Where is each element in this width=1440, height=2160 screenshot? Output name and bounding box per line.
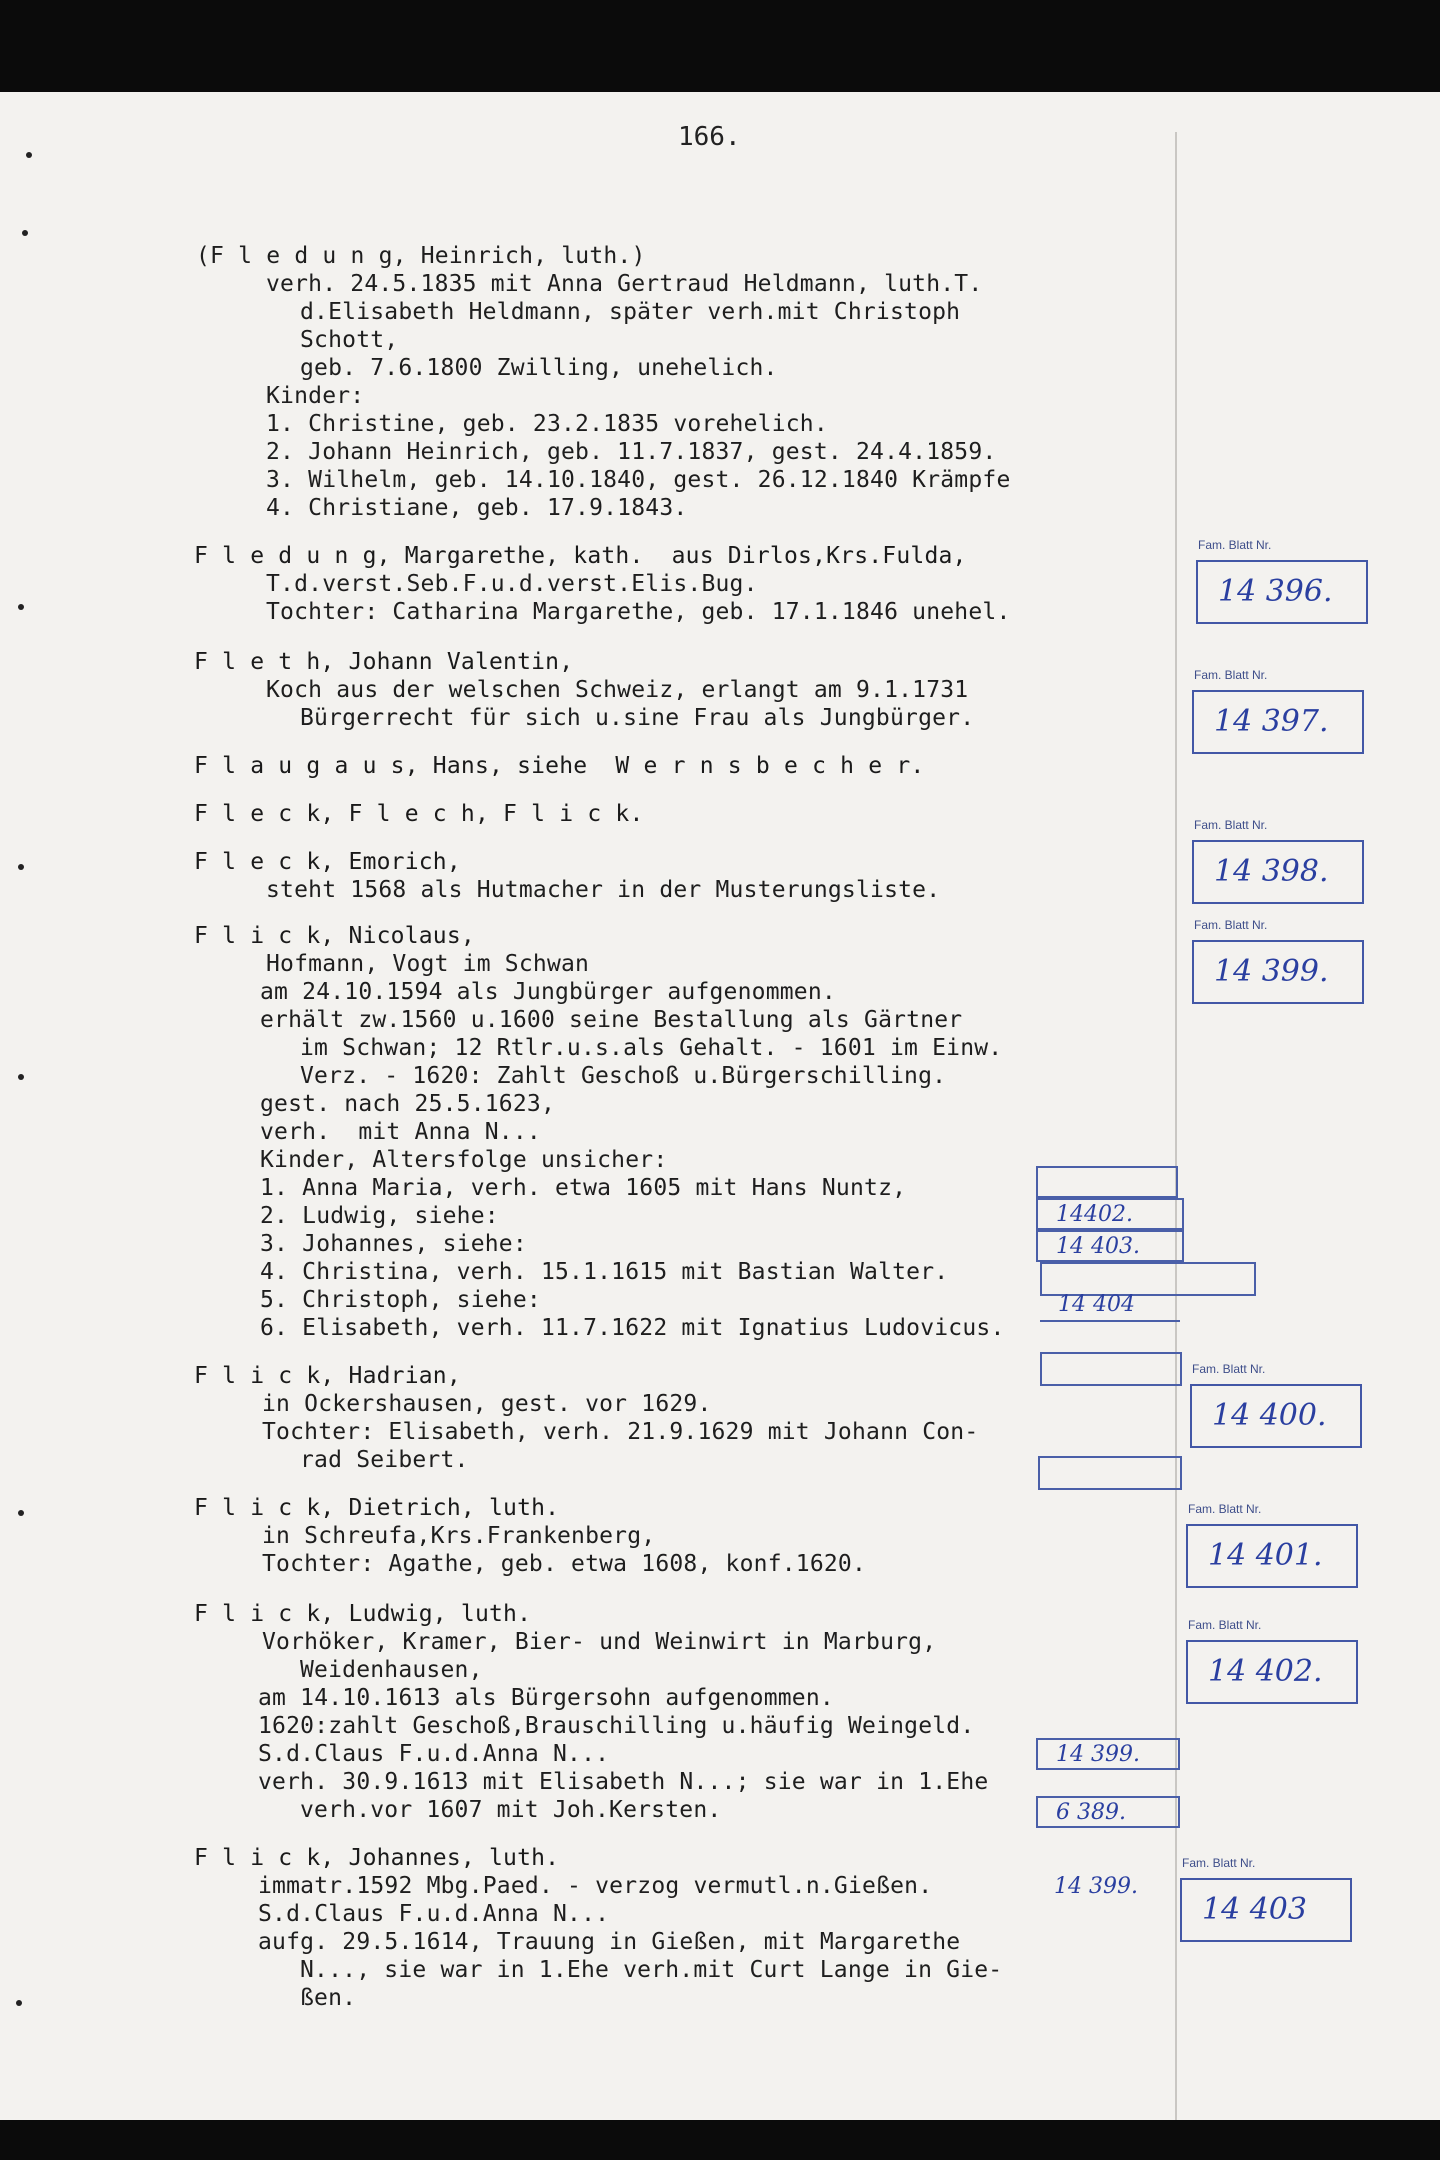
- entry-line: am 14.10.1613 als Bürgersohn aufgenommen.: [258, 1685, 834, 1711]
- hole-punch-mark: [18, 1074, 24, 1080]
- entry-line: im Schwan; 12 Rtlr.u.s.als Gehalt. - 1601 im Einw.: [300, 1035, 1003, 1061]
- entry-line: Bürgerrecht für sich u.sine Frau als Jungbürger.: [300, 705, 975, 731]
- entry-line: am 24.10.1594 als Jungbürger aufgenommen.: [260, 979, 836, 1005]
- hole-punch-mark: [16, 2000, 22, 2006]
- entry-heading: F l i c k, Johannes, luth.: [194, 1845, 560, 1871]
- hole-punch-mark: [18, 1510, 24, 1516]
- entry-line: Kinder:: [266, 383, 365, 409]
- hole-punch-mark: [22, 230, 28, 236]
- entry-line: 5. Christoph, siehe:: [260, 1287, 541, 1313]
- entry-line: 1620:zahlt Geschoß,Brauschilling u.häufig Weingeld.: [258, 1713, 975, 1739]
- entry-line: in Schreufa,Krs.Frankenberg,: [262, 1523, 656, 1549]
- inline-reference-box: 14 404: [1040, 1290, 1180, 1322]
- entry-line: N..., sie war in 1.Ehe verh.mit Curt Lange in Gie-: [300, 1957, 1003, 1983]
- entry-line: Kinder, Altersfolge unsicher:: [260, 1147, 668, 1173]
- entry-heading: F l i c k, Nicolaus,: [194, 923, 475, 949]
- entry-heading: F l i c k, Ludwig, luth.: [194, 1601, 532, 1627]
- inline-reference-box: 14 403.: [1036, 1230, 1184, 1262]
- entry-line: rad Seibert.: [300, 1447, 469, 1473]
- entry-heading: F l a u g a u s, Hans, siehe W e r n s b e c h e r.: [194, 753, 925, 779]
- entry-line: 4. Christiane, geb. 17.9.1843.: [266, 495, 688, 521]
- entry-line: T.d.verst.Seb.F.u.d.verst.Elis.Bug.: [266, 571, 758, 597]
- entry-line: verh. mit Anna N...: [260, 1119, 541, 1145]
- inline-reference-box: 6 389.: [1036, 1796, 1180, 1828]
- entry-line: 1. Christine, geb. 23.2.1835 vorehelich.: [266, 411, 828, 437]
- entry-heading: F l e d u n g, Margarethe, kath. aus Dirlos,Krs.Fulda,: [194, 543, 967, 569]
- entry-line: Schott,: [300, 327, 399, 353]
- inline-reference-box: 14402.: [1036, 1198, 1184, 1230]
- entry-heading: F l e c k, Emorich,: [194, 849, 461, 875]
- entry-line: 3. Wilhelm, geb. 14.10.1840, gest. 26.12.1840 Krämpfe: [266, 467, 1011, 493]
- entry-line: steht 1568 als Hutmacher in der Musterungsliste.: [266, 877, 941, 903]
- entry-heading: F l i c k, Hadrian,: [194, 1363, 461, 1389]
- entry-line: immatr.1592 Mbg.Paed. - verzog vermutl.n.Gießen.: [258, 1873, 933, 1899]
- entry-heading: F l e c k, F l e c h, F l i c k.: [194, 801, 644, 827]
- inline-reference-box: 14 399.: [1054, 1874, 1138, 1899]
- entry-line: Koch aus der welschen Schweiz, erlangt am 9.1.1731: [266, 677, 969, 703]
- entry-line: Tochter: Elisabeth, verh. 21.9.1629 mit Johann Con-: [262, 1419, 979, 1445]
- entry-line: erhält zw.1560 u.1600 seine Bestallung als Gärtner: [260, 1007, 963, 1033]
- entry-line: 1. Anna Maria, verh. etwa 1605 mit Hans Nuntz,: [260, 1175, 907, 1201]
- entry-line: Weidenhausen,: [300, 1657, 483, 1683]
- inline-reference-box: 14 399.: [1036, 1738, 1180, 1770]
- entry-line: verh. 24.5.1835 mit Anna Gertraud Heldmann, luth.T.: [266, 271, 983, 297]
- entry-line: d.Elisabeth Heldmann, später verh.mit Christoph: [300, 299, 961, 325]
- document-page: 166. (F l e d u n g, Heinrich, luth.) verh. 24.5.1835 mit Anna Gertraud Heldmann, luth.T. d.Elisabeth Heldmann, später verh.mit Christoph Schott, geb. 7.6.1800 Zwilling, unehelich. Kinder: 1. Christine, geb. 23.2.1835 vorehelich. 2. Johann Heinrich, geb. 11.7.1837, gest. 24.4.1859. 3. Wilhelm, geb. 14.10.1840, gest. 26.12.1840 Krämpfe 4. Christiane, geb. 17.9.1843. F l e d u n g, Margarethe, kath. aus Dirlos,Krs.Fulda, T.d.verst.Seb.F.u.d.verst.Elis.Bug. Tochter: Catharina Margarethe, geb. 17.1.1846 unehel. F l e t h, Johann Valentin, Koch aus der welschen Schweiz, erlangt am 9.1.1731 Bürgerrecht für sich u.sine Frau als Jungbürger. F l a u g a u s, Hans, siehe W e r n s b e c h e r. F l e c k, F l e c h, F l i c k. F l e c k, Emorich, steht 1568 als Hutmacher in der Musterungsliste. F l i c k, Nicolaus, Hofmann, Vogt im Schwan am 24.10.1594 als Jungbürger aufgenommen. erhält zw.1560 u.1600 seine Bestallung als Gärtner im Schwan; 12 Rtlr.u.s.als Gehalt. - 1601 im Einw. Verz. - 1620: Zahlt Geschoß u.Bürgerschilling. gest. nach 25.5.1623, verh. mit Anna N... Kinder, Altersfolge unsicher: 1. Anna Maria, verh. etwa 1605 mit Hans Nuntz, 2. Ludwig, siehe: 3. Johannes, siehe: 4. Christina, verh. 15.1.1615 mit Bastian Walter. 5. Christoph, siehe: 6. Elisabeth, verh. 11.7.1622 mit Ignatius Ludovicus. F l i c k, Hadrian, in Ockershausen, gest. vor 1629. Tochter: Elisabeth, verh. 21.9.1629 mit Johann Con- rad Seibert. F l i c k, Dietrich, luth. in Schreufa,Krs.Frankenberg, Tochter: Agathe, geb. etwa 1608, konf.1620. F l i c k, Ludwig, luth. Vorhöker, Kramer, Bier- und Weinwirt in Marburg, Weidenhausen, am 14.10.1613 als Bürgersohn aufgenommen. 1620:zahlt Geschoß,Brauschilling u.häufig Weingeld. S.d.Claus F.u.d.Anna N... verh. 30.9.1613 mit Elisabeth N...; sie war in 1.Ehe verh.vor 1607 mit Joh.Kersten. F l i c k, Johannes, luth. immatr.1592 Mbg.Paed. - verzog vermutl.n.Gießen. S.d.Claus F.u.d.Anna N... aufg. 29.5.1614, Trauung in Gießen, mit Margarethe N..., sie war in 1.Ehe verh.mit Curt Lange in Gie- ßen. Fam. Blatt Nr. 14 396. Fam. Blatt Nr. 14 397. Fam. Blatt Nr. 14 398. Fam. Blatt Nr. 14 399. Fam. Blatt Nr. 14 400. Fam. Blatt Nr. 14 401. Fam. Blatt Nr. 14 402. Fam. Blatt Nr. 14 403 14402. 14 403. 14 404 14 399. 6 389. 14 399.: [0, 92, 1440, 2120]
- entry-line: Hofmann, Vogt im Schwan: [266, 951, 590, 977]
- hole-punch-mark: [18, 604, 24, 610]
- entry-line: geb. 7.6.1800 Zwilling, unehelich.: [300, 355, 778, 381]
- entry-heading: F l i c k, Dietrich, luth.: [194, 1495, 560, 1521]
- entry-line: Tochter: Agathe, geb. etwa 1608, konf.1620.: [262, 1551, 867, 1577]
- entry-line: S.d.Claus F.u.d.Anna N...: [258, 1901, 610, 1927]
- entry-line: (F l e d u n g, Heinrich, luth.): [196, 243, 646, 269]
- entry-heading: F l e t h, Johann Valentin,: [194, 649, 574, 675]
- entry-line: 3. Johannes, siehe:: [260, 1231, 527, 1257]
- empty-reference-box: [1036, 1166, 1178, 1198]
- empty-reference-box: [1038, 1456, 1182, 1490]
- entry-line: 6. Elisabeth, verh. 11.7.1622 mit Ignatius Ludovicus.: [260, 1315, 1005, 1341]
- page-number: 166.: [678, 122, 741, 152]
- entry-line: Verz. - 1620: Zahlt Geschoß u.Bürgerschilling.: [300, 1063, 947, 1089]
- hole-punch-mark: [18, 864, 24, 870]
- entry-line: Tochter: Catharina Margarethe, geb. 17.1.1846 unehel.: [266, 599, 1011, 625]
- entry-line: gest. nach 25.5.1623,: [260, 1091, 555, 1117]
- hole-punch-mark: [26, 152, 32, 158]
- entry-line: in Ockershausen, gest. vor 1629.: [262, 1391, 712, 1417]
- entry-line: 2. Ludwig, siehe:: [260, 1203, 499, 1229]
- entry-line: 2. Johann Heinrich, geb. 11.7.1837, gest. 24.4.1859.: [266, 439, 997, 465]
- entry-line: ßen.: [300, 1985, 357, 2011]
- entry-line: S.d.Claus F.u.d.Anna N...: [258, 1741, 610, 1767]
- entry-line: aufg. 29.5.1614, Trauung in Gießen, mit Margarethe: [258, 1929, 961, 1955]
- entry-line: Vorhöker, Kramer, Bier- und Weinwirt in Marburg,: [262, 1629, 937, 1655]
- entry-line: verh.vor 1607 mit Joh.Kersten.: [300, 1797, 722, 1823]
- entry-line: verh. 30.9.1613 mit Elisabeth N...; sie war in 1.Ehe: [258, 1769, 989, 1795]
- empty-reference-box: [1040, 1352, 1182, 1386]
- entry-line: 4. Christina, verh. 15.1.1615 mit Bastian Walter.: [260, 1259, 949, 1285]
